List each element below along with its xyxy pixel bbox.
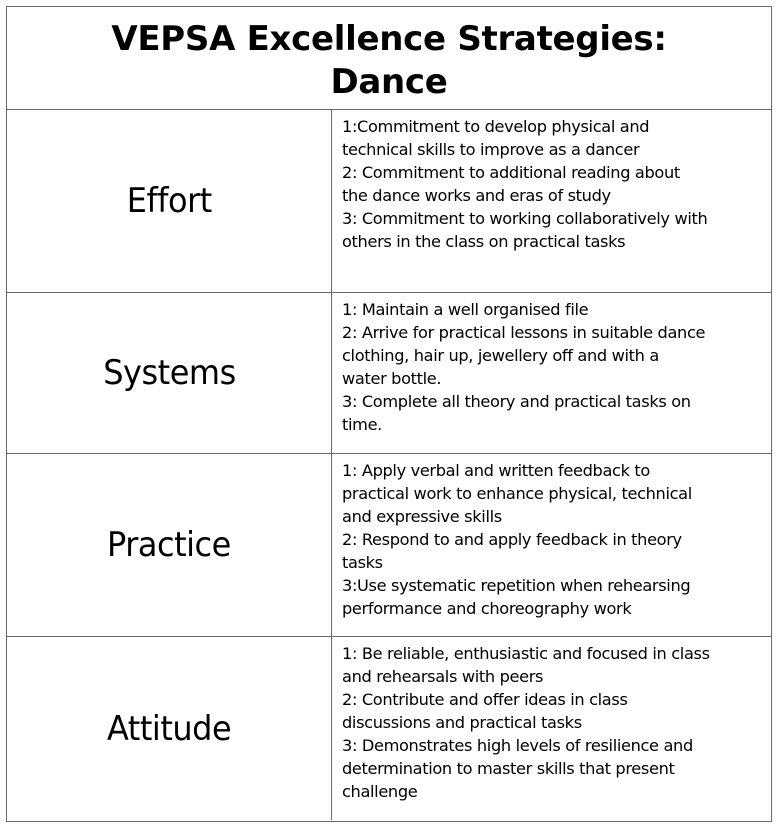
description-line: and expressive skills <box>342 507 502 526</box>
description-line: time. <box>342 415 382 434</box>
description-line: 3: Demonstrates high levels of resilience and <box>342 736 693 755</box>
description-line: technical skills to improve as a dancer <box>342 140 640 159</box>
category-label: Attitude <box>106 708 232 749</box>
table-row-systems <box>7 293 771 454</box>
description-line: performance and choreography work <box>342 599 632 618</box>
description-line: others in the class on practical tasks <box>342 232 626 251</box>
description-line: clothing, hair up, jewellery off and with a <box>342 346 659 365</box>
title-line-2: Dance <box>330 62 448 102</box>
category-cell <box>7 637 332 820</box>
description-line: 2: Contribute and offer ideas in class <box>342 690 628 709</box>
description-line: practical work to enhance physical, technical <box>342 484 692 503</box>
description-line: 1: Be reliable, enthusiastic and focused in class <box>342 644 710 663</box>
description-line: 2: Respond to and apply feedback in theory <box>342 530 682 549</box>
description-line: 1:Commitment to develop physical and <box>342 117 650 136</box>
description-line: challenge <box>342 782 418 801</box>
category-cell <box>7 454 332 636</box>
table-row-effort <box>7 110 771 293</box>
description-line: 3:Use systematic repetition when rehearsing <box>342 576 691 595</box>
strategies-table <box>6 6 772 822</box>
category-label: Effort <box>126 181 212 221</box>
description-line: 2: Commitment to additional reading about <box>342 163 680 182</box>
category-cell <box>7 293 332 453</box>
description-line: 2: Arrive for practical lessons in suitable dance <box>342 323 706 342</box>
description-line: determination to master skills that present <box>342 759 675 778</box>
description-cell <box>332 454 771 636</box>
description-line: 3: Commitment to working collaboratively with <box>342 209 708 228</box>
title-line-1: VEPSA Excellence Strategies: <box>111 19 667 59</box>
page-title <box>7 7 771 110</box>
description-line: and rehearsals with peers <box>342 667 544 686</box>
description-line: the dance works and eras of study <box>342 186 611 205</box>
table-row-attitude <box>7 637 771 820</box>
description-cell <box>332 637 771 820</box>
description-line: tasks <box>342 553 383 572</box>
table-row-practice <box>7 454 771 637</box>
description-line: discussions and practical tasks <box>342 713 582 732</box>
category-label: Systems <box>102 353 236 393</box>
description-line: 3: Complete all theory and practical tasks on <box>342 392 691 411</box>
description-line: water bottle. <box>342 369 442 388</box>
category-label: Practice <box>107 525 231 565</box>
description-cell <box>332 293 771 453</box>
description-line: 1: Maintain a well organised file <box>342 300 589 319</box>
description-line: 1: Apply verbal and written feedback to <box>342 461 650 480</box>
category-cell <box>7 110 332 292</box>
description-cell <box>332 110 771 292</box>
